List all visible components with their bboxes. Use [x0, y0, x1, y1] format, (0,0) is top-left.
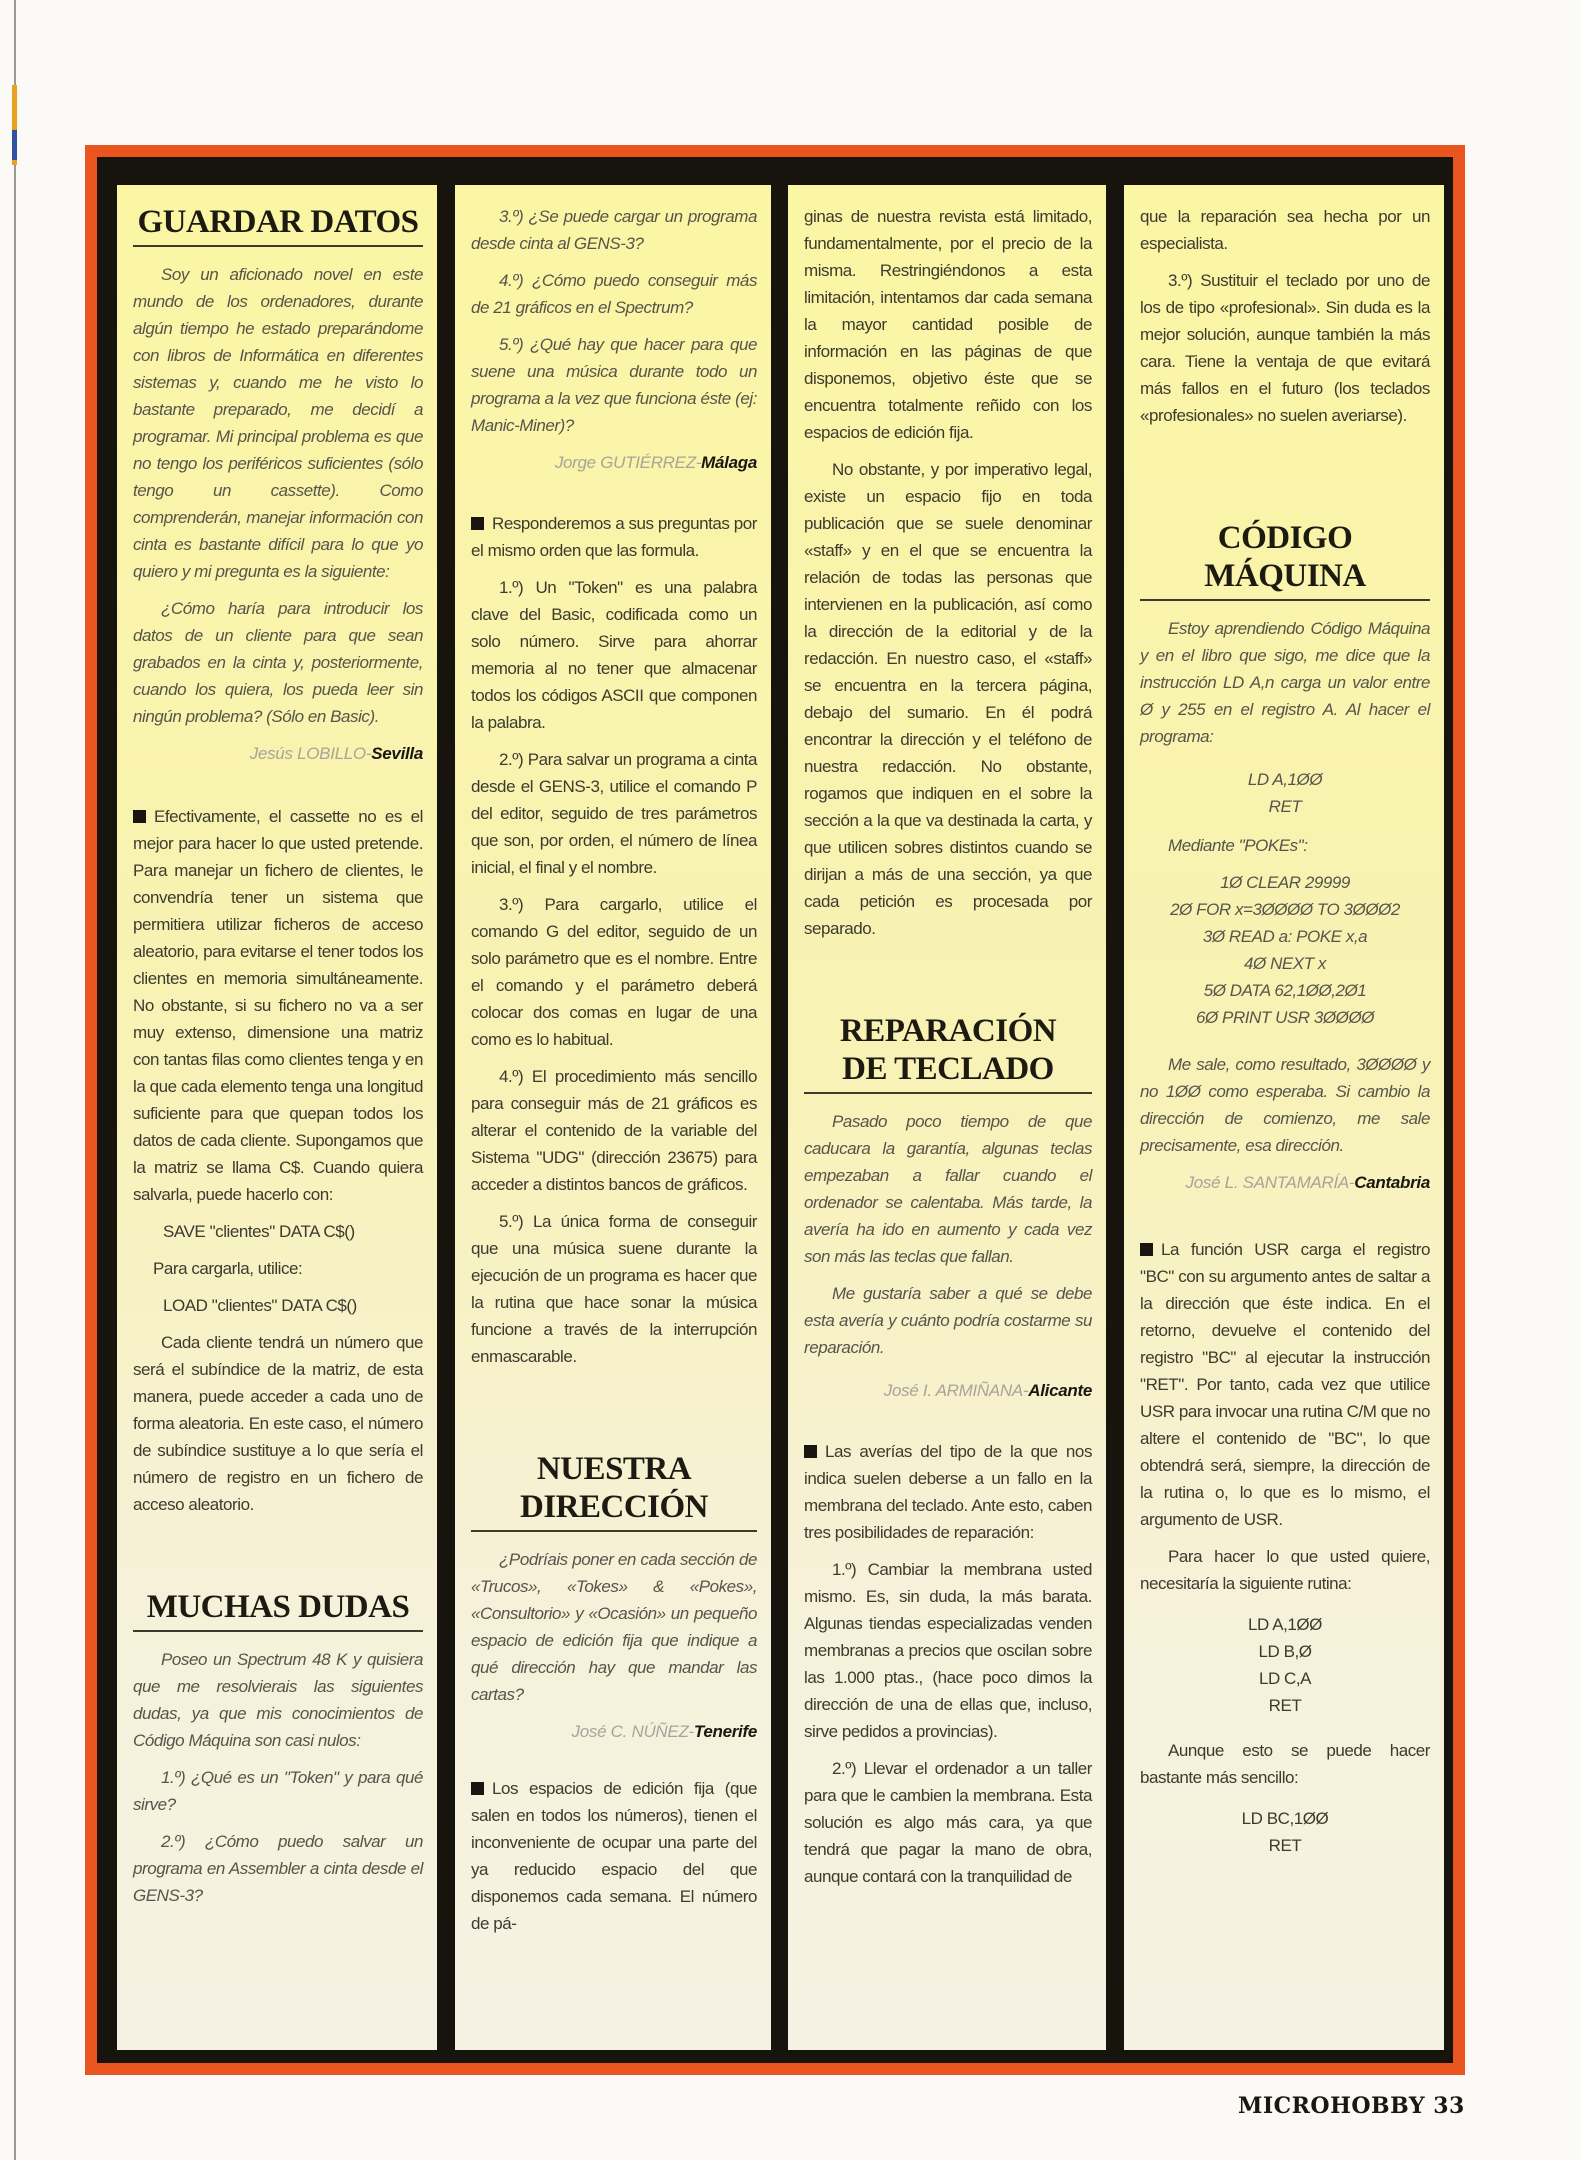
code-line: SAVE "clientes" DATA C$() — [163, 1222, 355, 1241]
letter-paragraph: ¿Podríais poner en cada sección de «Trucos», «Tokes» & «Pokes», «Consultorio» y «Ocasión» un pequeño espacio de edición fija que indique a qué dirección hay que mandar las cartas? — [471, 1550, 757, 1704]
letter-signature — [471, 449, 757, 476]
letter-paragraph: Poseo un Spectrum 48 K y quisiera que me resolvierais las siguientes dudas, ya que mis conocimientos de Código Máquina son casi nulos: — [133, 1650, 423, 1750]
letter-paragraph: Mediante "POKEs": — [1168, 836, 1308, 855]
editor-answer-continued — [1140, 203, 1430, 429]
letter-paragraph: 1.º) ¿Qué es un "Token" y para qué sirve? — [133, 1768, 423, 1814]
answer-paragraph: No obstante, y por imperativo legal, existe un espacio fijo en toda publicación que se suele denominar «staff» y en el que se encuentra la relación de todas las personas que intervienen en la publicación, así como la dirección de la editorial y de la redacción. En nuestro caso, el «staff» se encuentra en la tercera página, debajo del sumario. En él podrá encontrar la dirección y el teléfono de nuestra redacción. No obstante, rogamos que indiquen en el sobre la sección a la que va destinada la carta, y que utilicen sobres distintos cuando se dirijan a más de una sección, ya que cada petición es procesada por separado. — [804, 460, 1092, 938]
code-listing — [1140, 1611, 1430, 1719]
reader-letter — [133, 1646, 423, 1909]
code-listing — [1140, 766, 1430, 820]
section-heading-reparacion-teclado — [804, 1012, 1092, 1094]
letter-paragraph: 4.º) ¿Cómo puedo conseguir más de 21 gráficos en el Spectrum? — [471, 271, 757, 317]
letter-signature — [133, 740, 423, 767]
answer-paragraph: Para cargarla, utilice: — [153, 1259, 303, 1278]
answer-paragraph — [471, 510, 757, 564]
answer-paragraph — [804, 1438, 1092, 1546]
code-listing — [1140, 1805, 1430, 1859]
reader-letter — [133, 261, 423, 730]
reader-letter — [1140, 615, 1430, 1159]
answer-text: Efectivamente, el cassette no es el mejor para hacer lo que usted pretende. Para manejar un fichero de clientes, le convendría tener un sistema que permitiera utilizar ficheros de acceso aleatorio, para evitarse el tener todos los clientes en memoria simultáneamente. No obstante, si su fichero no va a ser muy extenso, dimensione una matriz con tantas filas como clientes tenga y en la que cada elemento tenga una longitud suficiente para que quepan todos los datos de cada cliente. Supongamos que la matriz se llama C$. Cuando quiera salvarla, puede hacerlo con: — [133, 807, 423, 1204]
code-line: LD B,Ø — [1258, 1642, 1312, 1661]
answer-text: Las averías del tipo de la que nos indica suelen deberse a un fallo en la membrana del teclado. Ante esto, caben tres posibilidades de reparación: — [804, 1442, 1092, 1542]
code-line: RET — [1268, 1836, 1302, 1855]
letter-paragraph: Me gustaría saber a qué se debe esta avería y cuánto podría costarme su reparación. — [804, 1284, 1092, 1357]
answer-paragraph — [471, 1775, 757, 1937]
editor-answer — [1140, 1236, 1430, 1859]
page-footer — [1238, 2093, 1465, 2119]
letter-paragraph: Pasado poco tiempo de que caducara la garantía, algunas teclas empezaban a fallar cuando el ordenador se calentaba. Más tarde, la avería ha ido en aumento y cada vez son más las teclas que fallan. — [804, 1112, 1092, 1266]
answer-paragraph — [133, 803, 423, 1208]
signature-name: José C. NÚÑEZ- — [571, 1722, 694, 1741]
answer-paragraph: 1.º) Un "Token" es una palabra clave del Basic, codificada como un solo número. Sirve para ahorrar memoria al no tener que almacenar todos los códigos ASCII que componen la palabra. — [471, 578, 757, 732]
answer-paragraph: 2.º) Llevar el ordenador a un taller para que le cambien la membrana. Esta solución es algo más cara, ya que tendrá que pagar la mano de obra, aunque contará con la tranquilidad de — [804, 1759, 1092, 1886]
signature-name: José I. ARMIÑANA- — [883, 1381, 1029, 1400]
section-heading-muchas-dudas: MUCHAS DUDAS — [133, 1588, 423, 1632]
column-2 — [455, 185, 771, 2050]
code-line: LD A,1ØØ — [1248, 1615, 1322, 1634]
answer-paragraph: 3.º) Para cargarlo, utilice el comando G del editor, seguido de un solo parámetro que es el nombre. Entre el comando y el parámetro deberá colocar dos comas en lugar de una como es lo habitual. — [471, 895, 757, 1049]
code-line: RET — [1268, 797, 1302, 816]
code-line: 2Ø FOR x=3ØØØØ TO 3ØØØ2 — [1170, 900, 1400, 919]
answer-paragraph: Aunque esto se puede hacer bastante más sencillo: — [1140, 1741, 1430, 1787]
code-line: 3Ø READ a: POKE x,a — [1202, 927, 1368, 946]
column-3 — [788, 185, 1106, 2050]
section-heading-nuestra-direccion: NUESTRA DIRECCIÓN — [471, 1450, 757, 1532]
code-line: 5Ø DATA 62,1ØØ,2Ø1 — [1203, 981, 1367, 1000]
answer-paragraph: 4.º) El procedimiento más sencillo para conseguir más de 21 gráficos es alterar el contenido de la variable del Sistema "UDG" (dirección 23675) para acceder a distintos bancos de gráficos. — [471, 1067, 757, 1194]
code-listing — [1140, 869, 1430, 1031]
color-mark — [12, 130, 17, 160]
answer-paragraph: 2.º) Para salvar un programa a cinta desde el GENS-3, utilice el comando P del editor, seguido de tres parámetros que son, por orden, el número de línea inicial, el final y el nombre. — [471, 750, 757, 877]
editor-answer — [133, 803, 423, 1518]
letter-signature — [471, 1718, 757, 1745]
code-line: RET — [1268, 1696, 1302, 1715]
letter-paragraph: Soy un aficionado novel en este mundo de los ordenadores, durante algún tiempo he estado preparándome con libros de Informática en diferentes sistemas y, cuando me he visto lo bastante preparado, me decidí a programar. Mi principal problema es que no tengo los periféricos suficientes (sólo tengo un cassette). Como comprenderán, manejar información con cinta es bastante difícil para lo que yo quiero y mi pregunta es la siguiente: — [133, 265, 423, 581]
signature-name: Jorge GUTIÉRREZ- — [554, 453, 702, 472]
binding-edge — [14, 0, 16, 2160]
letter-paragraph: 2.º) ¿Cómo puedo salvar un programa en Assembler a cinta desde el GENS-3? — [133, 1832, 423, 1905]
magazine-name: MICROHOBBY — [1238, 2093, 1426, 2119]
editor-answer — [471, 1775, 757, 1937]
column-4 — [1124, 185, 1444, 2050]
letter-paragraph: Estoy aprendiendo Código Máquina y en el libro que sigo, me dice que la instrucción LD A,n carga un valor entre Ø y 255 en el registro A. Al hacer el programa: — [1140, 619, 1430, 746]
signature-city: Alicante — [1028, 1381, 1092, 1400]
section-heading-guardar-datos: GUARDAR DATOS — [133, 203, 423, 247]
code-line: LD BC,1ØØ — [1241, 1809, 1329, 1828]
signature-city: Tenerife — [693, 1722, 757, 1741]
letter-paragraph: 5.º) ¿Qué hay que hacer para que suene una música durante todo un programa a la vez que funciona éste (ej: Manic-Miner)? — [471, 335, 757, 435]
answer-paragraph: Cada cliente tendrá un número que será el subíndice de la matriz, de esta manera, puede acceder a cada uno de forma aleatoria. En este caso, el número de subíndice sustituye a lo que sería el número de registro en un fichero de acceso aleatorio. — [133, 1333, 423, 1514]
letter-signature — [804, 1377, 1092, 1404]
reader-letter — [804, 1108, 1092, 1361]
signature-city: Sevilla — [371, 744, 423, 763]
answer-text: La función USR carga el registro "BC" con su argumento antes de saltar a la dirección que éste indica. En el retorno, devuelve el contenido del registro "BC" al ejecutar la instrucción "RET". Por tanto, cada vez que utilice USR para invocar una rutina C/M que no altere el contenido de "BC", lo que obtendrá será, siempre, la dirección de la rutina o, lo que es lo mismo, el argumento de USR. — [1140, 1240, 1431, 1529]
heading-line: DE TECLADO — [842, 1051, 1054, 1087]
editor-answer — [471, 510, 757, 1370]
signature-name: Jesús LOBILLO- — [249, 744, 372, 763]
code-line: LD C,A — [1258, 1669, 1312, 1688]
answer-square-icon — [1140, 1243, 1153, 1256]
answer-paragraph: que la reparación sea hecha por un especialista. — [1140, 207, 1430, 253]
reader-letter-continued — [471, 203, 757, 439]
answer-paragraph — [1140, 1236, 1430, 1533]
answer-paragraph: Para hacer lo que usted quiere, necesitaría la siguiente rutina: — [1140, 1547, 1430, 1593]
code-line: 6Ø PRINT USR 3ØØØØ — [1196, 1008, 1374, 1027]
code-line: 4Ø NEXT x — [1244, 954, 1326, 973]
answer-paragraph: ginas de nuestra revista está limitado, fundamentalmente, por el precio de la misma. Restringiéndonos a esta limitación, intentamos dar cada semana la mayor cantidad posible de información en las páginas de que disponemos, objetivo éste que se encuentra totalmente reñido con los espacios de edición fija. — [804, 207, 1092, 442]
code-line: LOAD "clientes" DATA C$() — [163, 1296, 357, 1315]
answer-paragraph: 3.º) Sustituir el teclado por uno de los de tipo «profesional». Sin duda es la mejor solución, aunque también la más cara. Tiene la ventaja de que evitará más fallos en el futuro (los teclados «profesionales» no suelen averiarse). — [1140, 271, 1430, 425]
letter-paragraph: 3.º) ¿Se puede cargar un programa desde cinta al GENS-3? — [471, 207, 757, 253]
letter-signature — [1140, 1169, 1430, 1196]
answer-square-icon — [804, 1445, 817, 1458]
code-line: LD A,1ØØ — [1247, 770, 1323, 789]
reader-letter — [471, 1546, 757, 1708]
signature-name: José L. SANTAMARÍA- — [1185, 1173, 1355, 1192]
editor-answer — [804, 1438, 1092, 1890]
heading-line: REPARACIÓN — [839, 1013, 1057, 1049]
answer-paragraph: 1.º) Cambiar la membrana usted mismo. Es, sin duda, la más barata. Algunas tiendas especializadas venden membranas a precios que oscilan sobre las 1.000 ptas., (hace poco dimos la dirección de una de ellas que, incluso, sirve pedidos a provincias). — [804, 1560, 1092, 1741]
answer-square-icon — [133, 810, 146, 823]
section-heading-codigo-maquina: CÓDIGO MÁQUINA — [1140, 519, 1430, 601]
signature-city: Cantabria — [1354, 1173, 1430, 1192]
answer-square-icon — [471, 517, 484, 530]
answer-text: Los espacios de edición fija (que salen en todos los números), tienen el inconveniente de ocupar una parte del ya reducido espacio del que disponemos cada semana. El número de pá- — [471, 1779, 757, 1933]
editor-answer-continued — [804, 203, 1092, 942]
column-1 — [117, 185, 437, 2050]
letter-paragraph: ¿Cómo haría para introducir los datos de un cliente para que sean grabados en la cinta y, posteriormente, cuando los quiera, los pueda leer sin ningún problema? (Sólo en Basic). — [133, 599, 423, 726]
answer-square-icon — [471, 1782, 484, 1795]
letter-paragraph: Me sale, como resultado, 3ØØØØ y no 1ØØ como esperaba. Si cambio la dirección de comienzo, me sale precisamente, esa dirección. — [1140, 1055, 1430, 1155]
answer-text: Responderemos a sus preguntas por el mismo orden que las formula. — [471, 514, 757, 560]
page-number: 33 — [1433, 2093, 1465, 2119]
answer-paragraph: 5.º) La única forma de conseguir que una música suene durante la ejecución de un programa es hacer que la rutina que hace sonar la música funcione a través de la interrupción enmascarable. — [471, 1212, 757, 1366]
code-line: 1Ø CLEAR 29999 — [1220, 873, 1350, 892]
signature-city: Málaga — [701, 453, 757, 472]
